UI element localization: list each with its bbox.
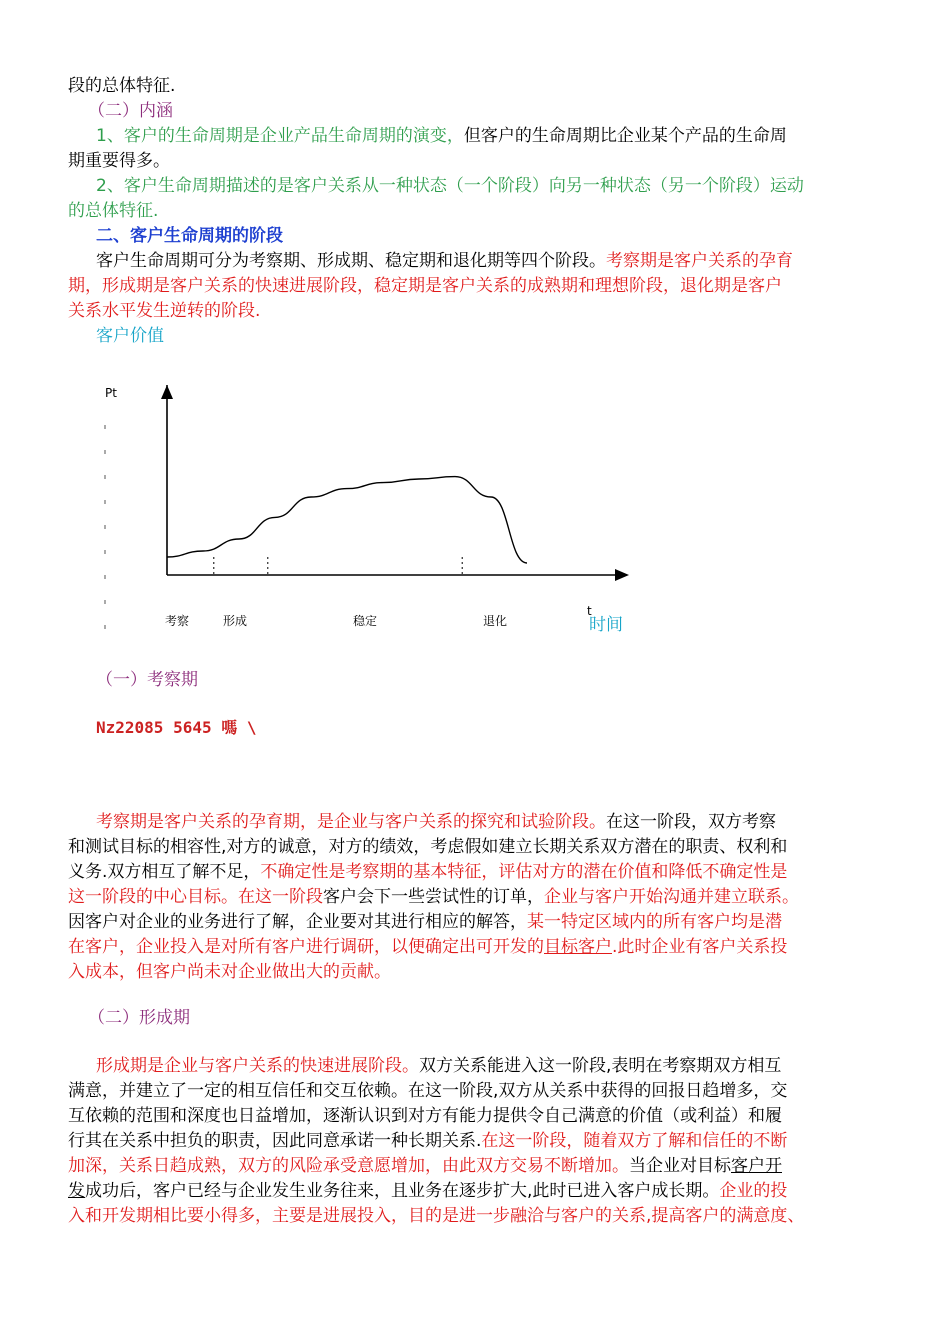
item-2-line-2: 的总体特征. [68,201,159,221]
stage-label: 稳定 [353,614,378,628]
stage-label: 形成 [223,614,248,628]
form-para-line-3: 互依赖的范围和深度也日益增加，逐渐认识到对方有能力提供令自己满意的价值（或利益）和履 [68,1106,782,1126]
section-heading-connotation: （二）内涵 [88,101,173,121]
subsection-heading-formation: （二）形成期 [88,1008,190,1028]
intro-tail: 段的总体特征. [68,76,176,96]
stage-label: 考察 [165,614,190,628]
obs-para-line-7: 入成本，但客户尚未对企业做出大的贡献。 [68,962,391,982]
x-axis-label: t [587,604,592,618]
stages-para-line-2: 期，形成期是客户关系的快速进展阶段，稳定期是客户关系的成熟期和理想阶段，退化期是客户 [68,276,782,296]
stages-para-line-1: 客户生命周期可分为考察期、形成期、稳定期和退化期等四个阶段。考察期是客户关系的孕育 [96,251,793,271]
time-label: 时间 [589,615,623,635]
item-1-line-2: 期重要得多。 [68,151,170,171]
y-axis-arrow [161,385,173,399]
obs-para-line-2: 和测试目标的相容性,对方的诚意，对方的绩效，考虑假如建立长期关系双方潜在的职责、权利和 [68,837,788,857]
obs-para-line-5: 因客户对企业的业务进行了解，企业要对其进行相应的解答，某一特定区域内的所有客户均是潜 [68,912,782,932]
form-para-line-1: 形成期是企业与客户关系的快速进展阶段。双方关系能进入这一阶段,表明在考察期双方相互 [96,1056,782,1076]
obs-para-line-4: 这一阶段的中心目标。在这一阶段客户会下一些尝试性的订单，企业与客户开始沟通并建立联系。 [68,887,799,907]
x-axis-arrow [615,569,629,581]
obs-para-line-6: 在客户，企业投入是对所有客户进行调研，以便确定出可开发的目标客户.此时企业有客户关系投 [68,937,788,957]
garbled-text: Nz22085 5645 嗎 \ [96,718,257,737]
stage-label: 退化 [483,614,508,628]
item-1-line-1: 1、客户的生命周期是企业产品生命周期的演变，但客户的生命周期比企业某个产品的生命周 [96,126,787,146]
obs-para-line-3: 义务.双方相互了解不足，不确定性是考察期的基本特征，评估对方的潜在价值和降低不确定性是 [68,862,788,882]
customer-value-label: 客户价值 [96,326,164,346]
form-para-line-4: 行其在关系中担负的职责，因此同意承诺一种长期关系.在这一阶段，随着双方了解和信任的不断 [68,1131,788,1151]
subsection-heading-observation: （一）考察期 [96,670,198,690]
lifecycle-chart [95,365,635,645]
stages-heading: 二、客户生命周期的阶段 [96,226,283,246]
stages-para-line-3: 关系水平发生逆转的阶段. [68,301,261,321]
form-para-line-2: 满意，并建立了一定的相互信任和交互依赖。在这一阶段,双方从关系中获得的回报日趋增多，交 [68,1081,788,1101]
item-2-line-1: 2、客户生命周期描述的是客户关系从一种状态（一个阶段）向另一种状态（另一个阶段）运动 [96,176,804,196]
y-axis-label: Pt [105,386,117,400]
form-para-line-7: 入和开发期相比要小得多，主要是进展投入，目的是进一步融洽与客户的关系,提高客户的满意度、 [68,1206,805,1226]
form-para-line-5: 加深，关系日趋成熟，双方的风险承受意愿增加，由此双方交易不断增加。当企业对目标客户开 [68,1156,782,1176]
lifecycle-curve [167,477,527,563]
form-para-line-6: 发成功后，客户已经与企业发生业务往来，且业务在逐步扩大,此时已进入客户成长期。企业的投 [68,1181,788,1201]
obs-para-line-1: 考察期是客户关系的孕育期，是企业与客户关系的探究和试验阶段。在这一阶段，双方考察 [96,812,776,832]
